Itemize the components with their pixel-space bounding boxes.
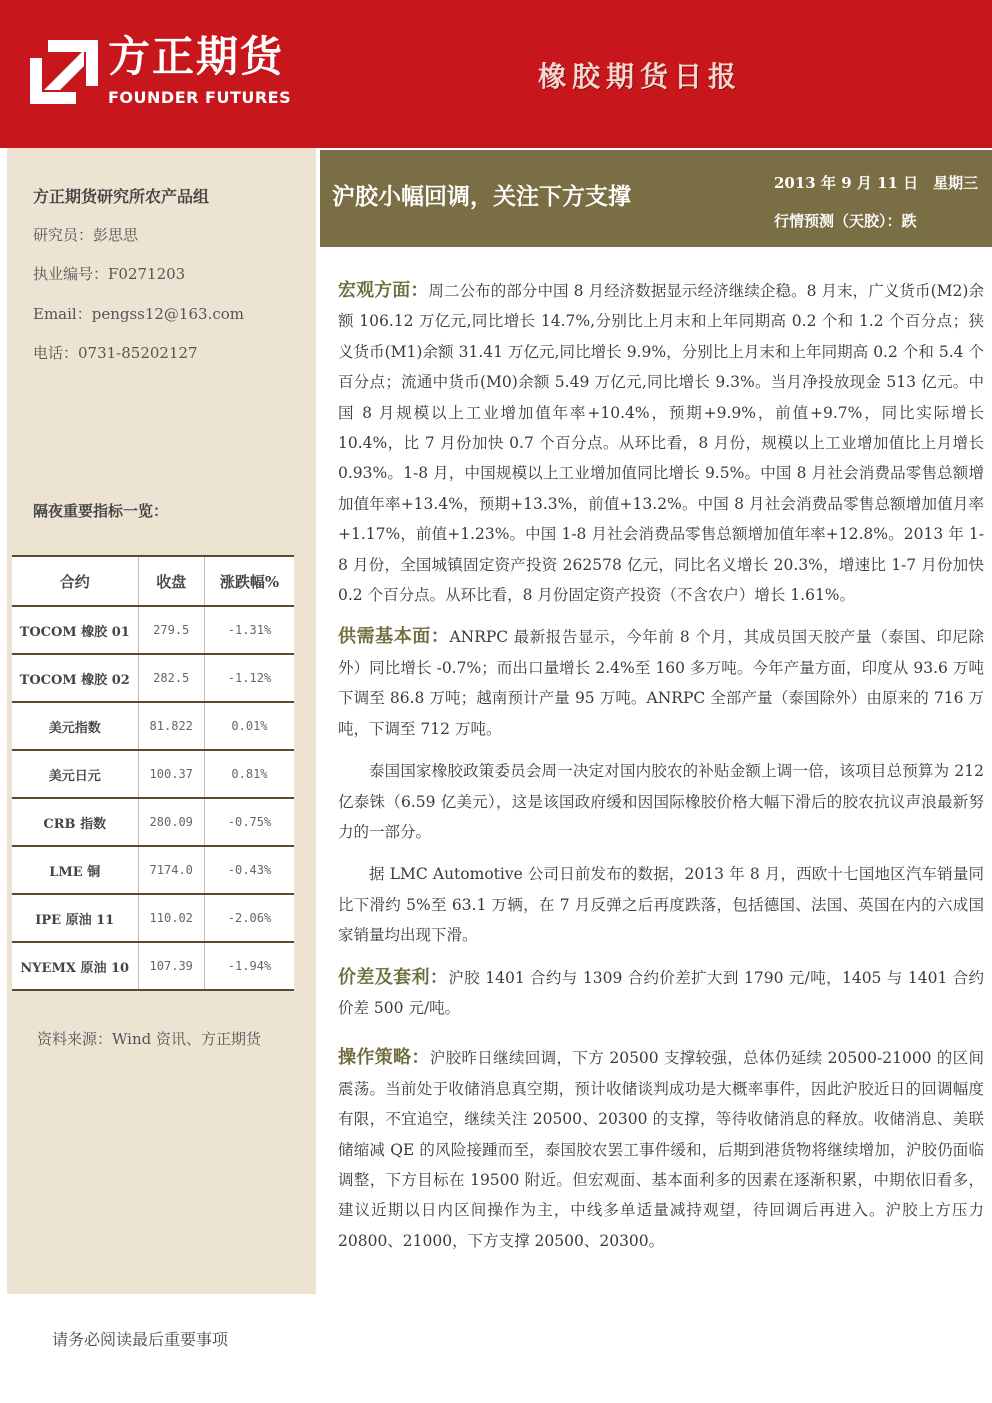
title-band: [320, 150, 992, 247]
column-header-contract: 合约: [12, 556, 138, 606]
row-close-value: 110.02: [138, 894, 204, 942]
table-header-row: [12, 556, 294, 606]
table-row: [12, 894, 294, 942]
table-row: [12, 654, 294, 702]
strategy-paragraph: [338, 1043, 984, 1256]
supply-text: ANRPC 最新报告显示，今年前 8 个月，其成员国天胶产量（泰国、印尼除外）同比增长 -0.7%；而出口量增长 2.4%至 160 多万吨。今年产量方面，印度从 93.6 万吨下调至 86.8 万吨；越南预计产量 95 万吨。ANRPC 全部产量（泰国除外）由原来的 716 万吨，下调至 712 万吨。: [338, 628, 984, 738]
row-contract-name: LME 铜: [12, 846, 138, 894]
indicator-section-title: 隔夜重要指标一览：: [33, 502, 169, 520]
founder-logo-icon: [30, 40, 98, 104]
row-change-value: -2.06%: [204, 894, 294, 942]
row-change-value: -1.31%: [204, 606, 294, 654]
row-change-value: -0.75%: [204, 798, 294, 846]
row-close-value: 107.39: [138, 942, 204, 990]
row-contract-name: IPE 原油 11: [12, 894, 138, 942]
spread-heading: 价差及套利：: [338, 966, 449, 988]
row-change-value: -0.43%: [204, 846, 294, 894]
logo-english-name: FOUNDER FUTURES: [108, 88, 292, 107]
column-header-close: 收盘: [138, 556, 204, 606]
overnight-indicator-table: [12, 555, 294, 991]
research-org: 方正期货研究所农产品组: [33, 187, 210, 206]
report-name: 橡胶期货日报: [538, 60, 743, 93]
row-close-value: 81.822: [138, 702, 204, 750]
row-contract-name: NYEMX 原油 10: [12, 942, 138, 990]
table-row: [12, 942, 294, 990]
macro-paragraph: [338, 276, 984, 610]
row-close-value: 282.5: [138, 654, 204, 702]
strategy-heading: 操作策略：: [338, 1047, 430, 1069]
row-change-value: -1.94%: [204, 942, 294, 990]
row-change-value: 0.81%: [204, 750, 294, 798]
row-close-value: 7174.0: [138, 846, 204, 894]
table-row: [12, 846, 294, 894]
row-contract-name: TOCOM 橡胶 02: [12, 654, 138, 702]
researcher-phone: 电话：0731-85202127: [33, 344, 198, 362]
license-number: 执业编号：F0271203: [33, 265, 186, 283]
column-header-change: 涨跌幅%: [204, 556, 294, 606]
report-date: 2013 年 9 月 11 日 星期三: [774, 174, 979, 192]
header-band: [0, 0, 992, 148]
strategy-text: 沪胶昨日继续回调，下方 20500 支撑较强，总体仍延续 20500-21000 的区间震荡。当前处于收储消息真空期，预计收储谈判成功是大概率事件，因此沪胶近日的回调幅度有限，不宜追空，继续关注 20500、20300 的支撑，等待收储消息的释放。收储消息、美联储缩减 QE 的风险接踵而至，泰国胶农罢工事件缓和，后期到港货物将继续增加，沪胶仍面临调整，下方目标在 19500 附近。但宏观面、基本面利多的因素在逐渐积累，中期依旧看多，建议近期以日内区间操作为主，中线多单适量减持观望，待回调后再进入。沪胶上方压力 20800、21000，下方支撑 20500、20300。: [338, 1049, 985, 1250]
row-contract-name: 美元指数: [12, 702, 138, 750]
table-row: [12, 606, 294, 654]
table-row: [12, 798, 294, 846]
disclaimer-note: 请务必阅读最后重要事项: [52, 1330, 229, 1349]
researcher-email: Email：pengss12@163.com: [33, 305, 244, 323]
logo-chinese-name: 方正期货: [108, 32, 285, 81]
macro-heading: 宏观方面：: [338, 280, 429, 301]
table-row: [12, 702, 294, 750]
spread-text: 沪胶 1401 合约与 1309 合约价差扩大到 1790 元/吨，1405 与 1401 合约价差 500 元/吨。: [338, 968, 984, 1017]
row-contract-name: CRB 指数: [12, 798, 138, 846]
row-change-value: 0.01%: [204, 702, 294, 750]
lmc-auto-paragraph: 据 LMC Automotive 公司日前发布的数据，2013 年 8 月，西欧十七国地区汽车销量同比下滑约 5%至 63.1 万辆，在 7 月反弹之后再度跌落，包括德国、法国、英国在内的六成国家销量均出现下滑。: [338, 865, 984, 945]
report-title: 沪胶小幅回调，关注下方支撑: [332, 184, 631, 210]
row-close-value: 280.09: [138, 798, 204, 846]
row-change-value: -1.12%: [204, 654, 294, 702]
table-row: [12, 750, 294, 798]
report-body: [338, 276, 984, 1268]
macro-text: 周二公布的部分中国 8 月经济数据显示经济继续企稳。8 月末，广义货币(M2)余额 106.12 万亿元,同比增长 14.7%,分别比上月末和上年同期高 0.2 个和 1.2 个百分点；狭义货币(M1)余额 31.41 万亿元,同比增长 9.9%，分别比上月末和上年同期高 0.2 个和 5.4 个百分点；流通中货币(M0)余额 5.49 万亿元,同比增长 9.3%。当月净投放现金 513 亿元。中国 8 月规模以上工业增加值年率+10.4%，预期+9.9%，前值+9.7%，同比实际增长 10.4%，比 7 月份加快 0.7 个百分点。从环比看，8 月份，规模以上工业增加值比上月增长 0.93%。1-8 月，中国规模以上工业增加值同比增长 9.5%。中国 8 月社会消费品零售总额增加值年率+13.4%，预期+13.3%，前值+13.2%。中国 8 月社会消费品零售总额增加值月率+1.17%，前值+1.23%。中国 1-8 月社会消费品零售总额增加值年率+12.8%。2013 年 1-8 月份，全国城镇固定资产投资 262578 亿元，同比名义增长 20.3%，增速比 1-7 月份加快 0.2 个百分点。从环比看，8 月份固定资产投资（不含农户）增长 1.61%。: [338, 282, 984, 605]
data-source-note: 资料来源：Wind 资讯、方正期货: [37, 1030, 261, 1048]
row-close-value: 279.5: [138, 606, 204, 654]
spread-paragraph: [338, 963, 984, 1024]
row-contract-name: 美元日元: [12, 750, 138, 798]
sidebar: [7, 148, 316, 1294]
thai-subsidy-paragraph: 泰国国家橡胶政策委员会周一决定对国内胶农的补贴金额上调一倍，该项目总预算为 212 亿泰铢（6.59 亿美元），这是该国政府缓和因国际橡胶价格大幅下滑后的胶农抗议声浪最新努力的一部分。: [338, 762, 984, 841]
row-contract-name: TOCOM 橡胶 01: [12, 606, 138, 654]
row-close-value: 100.37: [138, 750, 204, 798]
researcher-name: 研究员：彭思思: [33, 226, 139, 244]
market-forecast: 行情预测（天胶）：跌: [774, 212, 917, 230]
supply-heading: 供需基本面：: [338, 626, 450, 648]
supply-paragraph: [338, 622, 984, 744]
